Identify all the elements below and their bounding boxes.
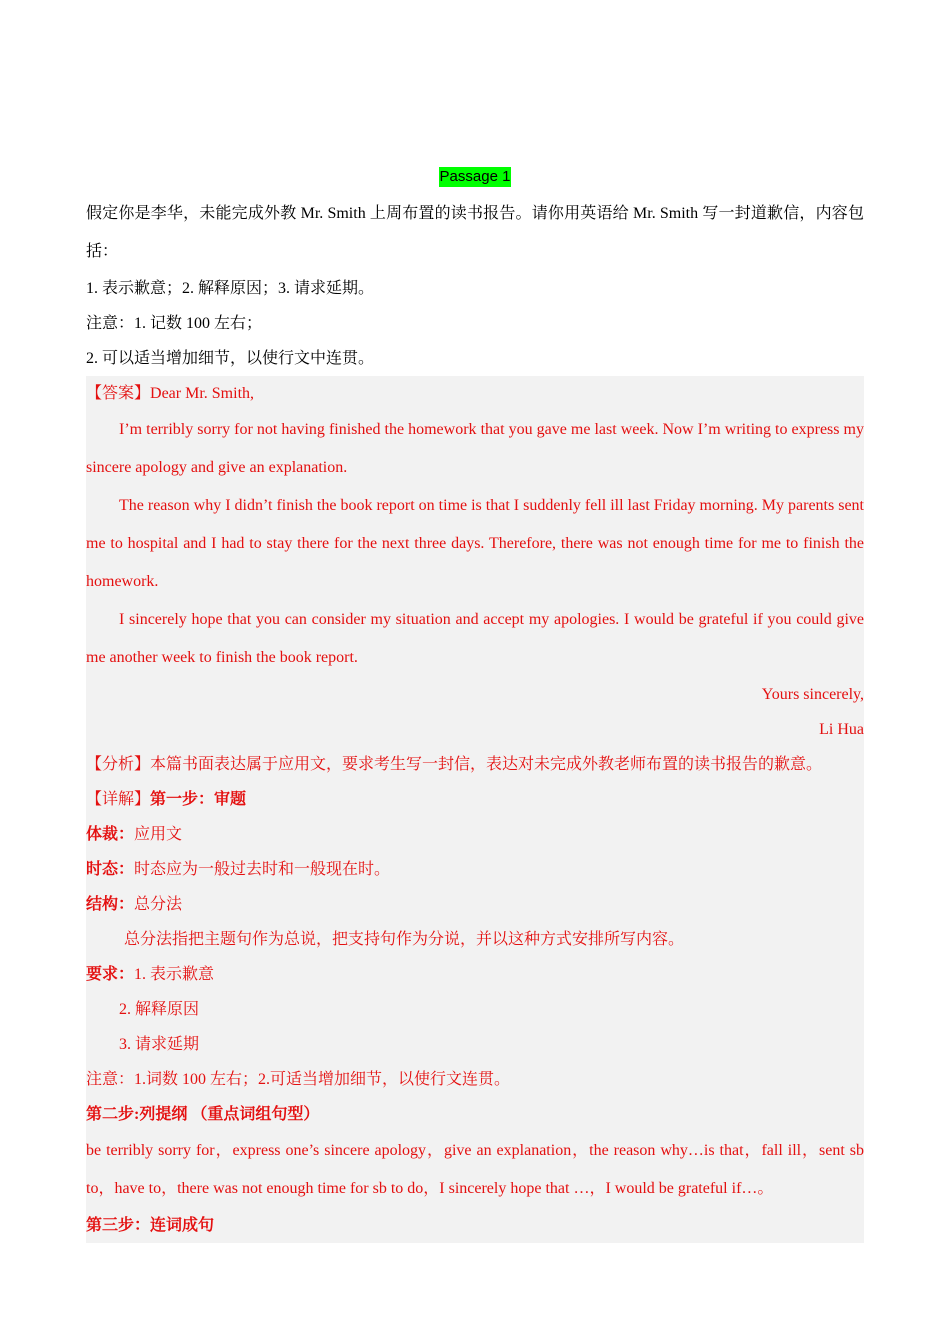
answer-greeting: Dear Mr. Smith, — [150, 385, 255, 402]
requirement-2: 2. 解释原因 — [119, 1001, 200, 1018]
requirement-3: 3. 请求延期 — [119, 1036, 200, 1053]
question-points: 1. 表示歉意；2. 解释原因；3. 请求延期。 — [86, 280, 375, 297]
requirement-line — [86, 957, 864, 992]
answer-paragraph-3: I sincerely hope that you can consider my situation and accept my apologies. I would be grateful if you could give me another week to finish the book report. — [86, 611, 864, 666]
genre-value: 应用文 — [134, 826, 183, 843]
analysis-line — [86, 747, 864, 782]
step3-heading: 第三步：连词成句 — [86, 1217, 215, 1234]
genre-label: 体裁： — [86, 826, 135, 843]
structure-line — [86, 887, 864, 922]
genre-line — [86, 817, 864, 852]
answer-paragraph-1: I’m terribly sorry for not having finished the homework that you gave me last week. Now I’m writing to express my sincere apology and give an explanation. — [86, 421, 864, 476]
question-note-1: 注意：1. 记数 100 左右； — [86, 315, 263, 332]
tense-value: 时态应为一般过去时和一般现在时。 — [134, 861, 391, 878]
answer-greeting-line — [86, 376, 864, 411]
detail-step1-line — [86, 782, 864, 817]
analysis-tag: 【分析】 — [86, 756, 151, 773]
structure-value: 总分法 — [134, 896, 183, 913]
question-note-2: 2. 可以适当增加细节，以使行文中连贯。 — [86, 350, 375, 367]
answer-tag: 【答案】 — [86, 385, 151, 402]
structure-label: 结构： — [86, 896, 135, 913]
passage-title: Passage 1 — [439, 168, 511, 185]
detail-note: 注意：1.词数 100 左右；2.可适当增加细节，以使行文连贯。 — [86, 1071, 511, 1088]
question-block — [86, 195, 864, 376]
tense-label: 时态： — [86, 861, 135, 878]
step2-heading: 第二步:列提纲 （重点词组句型） — [86, 1106, 320, 1123]
requirement-label: 要求： — [86, 966, 135, 983]
tense-line — [86, 852, 864, 887]
title-wrap — [0, 167, 950, 187]
step1-heading: 第一步：审题 — [150, 791, 247, 808]
document-body — [86, 195, 864, 1243]
phrase-list: be terribly sorry for，express one’s sincere apology，give an explanation，the reason why…is that，fall ill，sent sb to，have to，there was not enough time for sb to do，I sincerely hope that …，I would be grateful if…。 — [86, 1142, 864, 1197]
answer-closing: Yours sincerely, — [761, 686, 864, 703]
requirement-1: 1. 表示歉意 — [134, 966, 215, 983]
structure-description: 总分法指把主题句作为总说，把支持句作为分说，并以这种方式安排所写内容。 — [124, 931, 685, 948]
question-intro: 假定你是李华，未能完成外教 Mr. Smith 上周布置的读书报告。请你用英语给 Mr. Smith 写一封道歉信，内容包括： — [86, 205, 864, 260]
analysis-text: 本篇书面表达属于应用文，要求考生写一封信，表达对未完成外教老师布置的读书报告的歉意。 — [150, 756, 823, 773]
answer-paragraph-2: The reason why I didn’t finish the book report on time is that I suddenly fell ill last Friday morning. My parents sent me to hospital and I had to stay there for the next three days. Therefore, there was not enough time for me to finish the homework. — [86, 497, 864, 590]
answer-signature: Li Hua — [819, 721, 864, 738]
detail-tag: 【详解】 — [86, 791, 151, 808]
answer-block — [86, 376, 864, 1243]
